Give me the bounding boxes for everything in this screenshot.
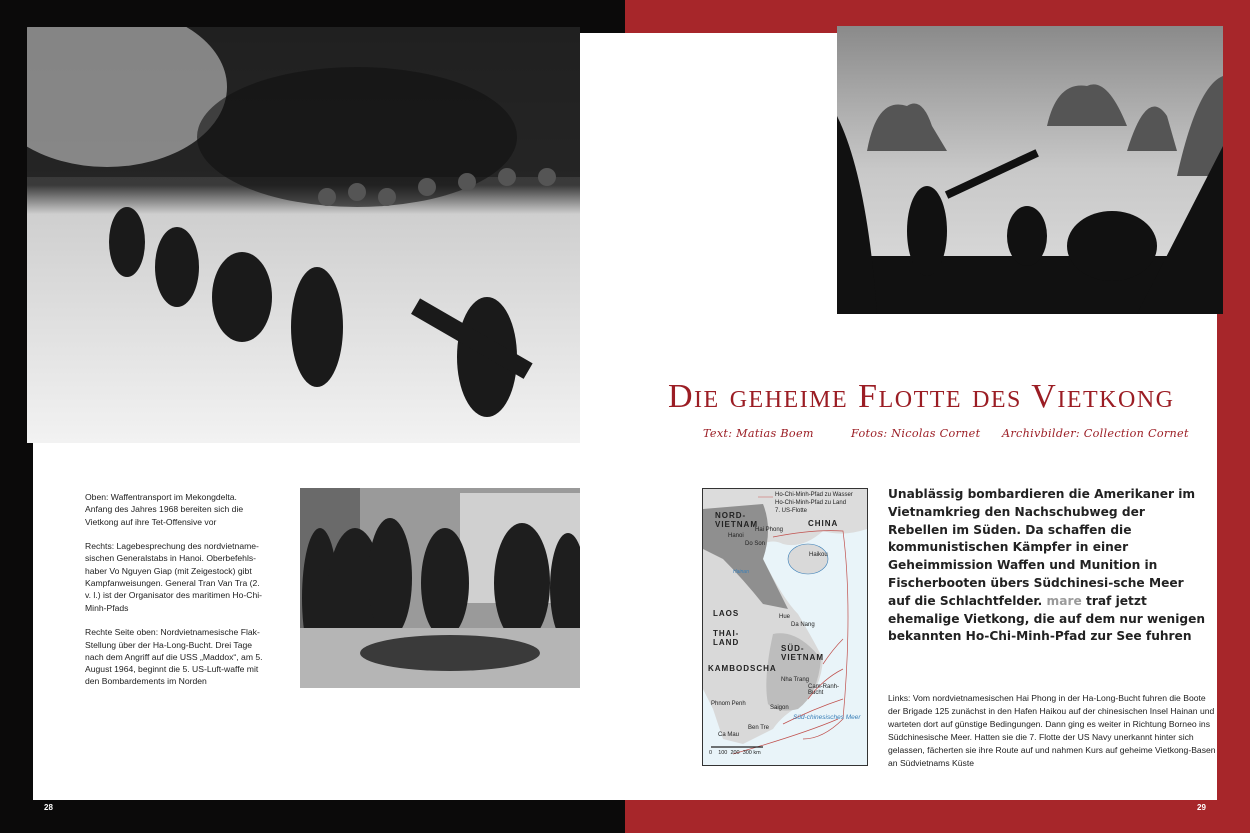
map-city-ben-tre: Ben Tre bbox=[748, 725, 770, 731]
map-label-cambodia: KAMBODSCHA bbox=[708, 664, 777, 673]
credit-archive: Archivbilder: Collection Cornet bbox=[1002, 427, 1189, 440]
page-number-left: 28 bbox=[44, 803, 53, 812]
photo-general-staff-meeting bbox=[300, 488, 580, 688]
page-number-right: 29 bbox=[1197, 803, 1206, 812]
map-label-hainan: Hainan bbox=[733, 569, 749, 575]
photo-weapons-transport bbox=[27, 27, 580, 443]
map-city-do-son: Do Son bbox=[745, 541, 766, 547]
lead-paragraph bbox=[888, 486, 1208, 646]
map-city-hue: Hue bbox=[779, 614, 791, 620]
map-city-haikou: Haikou bbox=[809, 552, 828, 558]
caption-main-photo: Oben: Waffentransport im Mekongdelta. Anfang des Jahres 1968 bereiten sich die Vietkong auf ihre Tet-Offensive vor bbox=[85, 492, 244, 527]
map-city-da-nang: Da Nang bbox=[791, 622, 815, 628]
map-city-phnom-penh: Phnom Penh bbox=[711, 701, 746, 707]
map-city-nha-trang: Nha Trang bbox=[781, 677, 810, 683]
map-city-hai-phong: Hai Phong bbox=[755, 527, 784, 533]
scale-200: 200 bbox=[730, 750, 740, 756]
map-label-laos: LAOS bbox=[713, 609, 740, 618]
map-label-north-vietnam: NORD-VIETNAM bbox=[715, 511, 758, 529]
map-label-south-china-sea: Süd-chinesisches Meer bbox=[793, 714, 861, 721]
route-map bbox=[702, 488, 868, 766]
credit-photos: Fotos: Nicolas Cornet bbox=[851, 427, 981, 440]
photo-flak-position bbox=[837, 26, 1223, 314]
left-captions bbox=[85, 491, 265, 700]
map-label-china: CHINA bbox=[808, 519, 839, 528]
map-caption: Links: Vom nordvietnamesischen Hai Phong in der Ha-Long-Bucht fuhren die Boote der Brigade 125 zunächst in den Hafen Haikou auf der chinesischen Insel Hainan und warteten dort auf günstige Bedingungen. Dann ging es weiter in Richtung Borneo ins Südchinesische Meer. Hatten sie die 7. Flotte der US Navy unerkannt hinter sich gelassen, fächerten sie ihre Route auf und nahmen Kurs auf geheime Vietkong-Basen an Südvietnams Küste bbox=[888, 693, 1216, 768]
map-label-thailand: THAI-LAND bbox=[713, 629, 740, 647]
article-title: Die geheime Flotte des Vietkong bbox=[668, 378, 1175, 415]
map-city-ca-mau: Ca Mau bbox=[718, 732, 740, 738]
map-city-hanoi: Hanoi bbox=[728, 533, 744, 539]
credit-text: Text: Matias Boem bbox=[703, 427, 814, 440]
lead-part-2: traf jetzt ehemalige Vietkong, die auf dem nur wenigen bekannten Ho-Chi-Minh-Pfad zur See fuhren bbox=[888, 593, 1206, 644]
caption-hq-photo: Rechts: Lagebesprechung des nordvietname-sischen Generalstabs in Hanoi. Oberbefehls-haber Vo Nguyen Giap (mit Zeigestock) gibt Kampfanweisungen. General Tran Van Tra (2. v. l.) ist der Organisator des maritimen Ho-Chi-Minh-Pfads bbox=[85, 541, 263, 613]
map-city-saigon: Saigon bbox=[770, 705, 789, 711]
map-city-cam-ranh: Cam-Ranh-Bucht bbox=[808, 684, 840, 696]
caption-flak-photo: Rechte Seite oben: Nordvietnamesische Flak-Stellung über der Ha-Long-Bucht. Drei Tage nach dem Angriff auf die USS „Maddox“, am 5. August 1964, beginnt die 5. US-Luft-waffe mit den Bombardements im Norden bbox=[85, 627, 263, 687]
brand-mare: mare bbox=[1046, 593, 1082, 608]
map-label-south-vietnam: SÜD-VIETNAM bbox=[781, 644, 824, 662]
legend-us-fleet: 7. US-Flotte bbox=[775, 508, 808, 514]
scale-100: 100 bbox=[718, 750, 728, 756]
scale-0: 0 bbox=[709, 750, 713, 756]
lead-part-1: Unablässig bombardieren die Amerikaner im Vietnamkrieg den Nachschubweg der Rebellen im Süden. Da schaffen die kommunistischen Kämpfer in einer Geheimmission Waffen und Munition in Fischerbooten übers Südchinesi-sche Meer auf die Schlachtfelder. bbox=[888, 487, 1196, 608]
scale-300: 300 km bbox=[742, 750, 761, 756]
legend-land-route: Ho-Chi-Minh-Pfad zu Land bbox=[775, 500, 847, 506]
legend-water-route: Ho-Chi-Minh-Pfad zu Wasser bbox=[775, 492, 853, 498]
map-scale bbox=[709, 750, 761, 756]
